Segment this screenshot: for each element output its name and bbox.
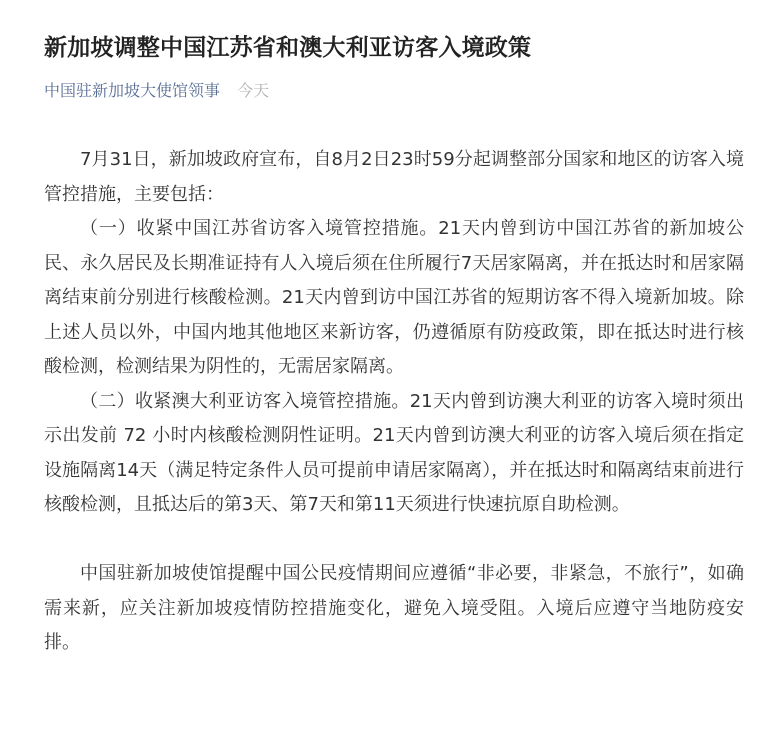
paragraph-intro: 7月31日，新加坡政府宣布，自8月2日23时59分起调整部分国家和地区的访客入境管控措施，主要包括： <box>44 149 744 205</box>
article-meta <box>44 78 744 104</box>
publish-time: 今天 <box>237 81 270 100</box>
paragraph-australia-measures: （二）收紧澳大利亚访客入境管控措施。21天内曾到访澳大利亚的访客入境时须出示出发前 72 小时内核酸检测阴性证明。21天内曾到访澳大利亚的访客入境后须在指定设施隔离14天（满足特定条件人员可提前申请居家隔离），并在抵达时和隔离结束前进行核酸检测，且抵达后的第3天、第7天和第11天须进行快速抗原自助检测。 <box>44 390 744 515</box>
paragraph-embassy-reminder: 中国驻新加坡使馆提醒中国公民疫情期间应遵循“非必要，非紧急，不旅行”，如确需来新，应关注新加坡疫情防控措施变化，避免入境受阻。入境后应遵守当地防疫安排。 <box>44 563 744 653</box>
article-body <box>44 143 744 661</box>
article <box>44 0 744 661</box>
article-title: 新加坡调整中国江苏省和澳大利亚访客入境政策 <box>44 35 532 61</box>
paragraph-spacer <box>44 523 744 558</box>
paragraph-jiangsu-measures: （一）收紧中国江苏省访客入境管控措施。21天内曾到访中国江苏省的新加坡公民、永久居民及长期准证持有人入境后须在住所履行7天居家隔离，并在抵达时和居家隔离结束前分别进行核酸检测。21天内曾到访中国江苏省的短期访客不得入境新加坡。除上述人员以外，中国内地其他地区来新访客，仍遵循原有防疫政策，即在抵达时进行核酸检测，检测结果为阴性的，无需居家隔离。 <box>44 218 744 377</box>
account-name-link[interactable]: 中国驻新加坡大使馆领事 <box>44 81 221 100</box>
